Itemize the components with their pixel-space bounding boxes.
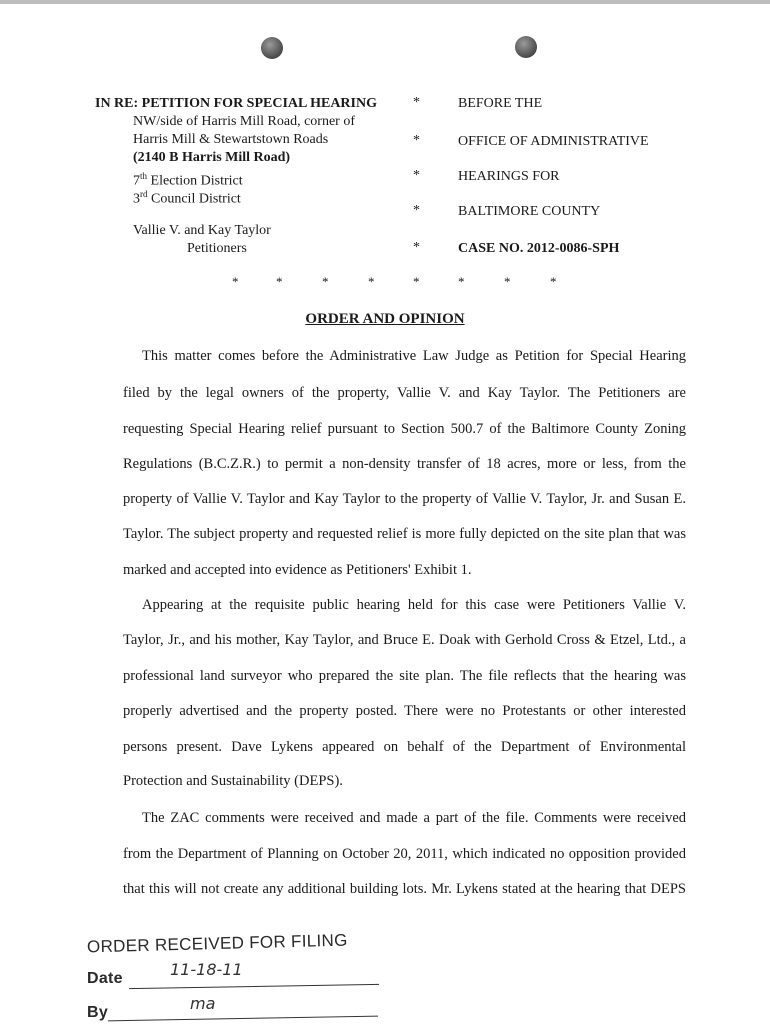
punch-hole-right (515, 36, 537, 58)
stamp-by-handwritten: ma (190, 994, 216, 1013)
stamp-date-line (129, 984, 379, 989)
separator-star: * (550, 274, 557, 289)
body-line: Regulations (B.C.Z.R.) to permit a non-density transfer of 18 acres, more or less, from the (123, 456, 686, 472)
caption-star: * (413, 133, 420, 148)
caption-location: NW/side of Harris Mill Road, corner of (133, 114, 355, 129)
body-line: that this will not create any additional building lots. Mr. Lykens stated at the hearing that DEPS (123, 881, 686, 897)
separator-star: * (368, 274, 375, 289)
body-line: The ZAC comments were received and made a part of the file. Comments were received (142, 810, 686, 826)
stamp-date-handwritten: 11-18-11 (170, 960, 243, 979)
stamp-by-label: By (87, 1004, 109, 1021)
caption-election-district: 7th Election District (133, 171, 243, 189)
body-line: Taylor, Jr., and his mother, Kay Taylor, and Bruce E. Doak with Gerhold Cross & Etzel, Ltd., a (123, 632, 686, 648)
caption-petitioner-names: Vallie V. and Kay Taylor (133, 223, 271, 238)
separator-star: * (232, 274, 239, 289)
body-line: This matter comes before the Administrative Law Judge as Petition for Special Hearing (142, 348, 686, 364)
case-number: CASE NO. 2012-0086-SPH (458, 241, 620, 256)
caption-star: * (413, 203, 420, 218)
caption-hearings-for: HEARINGS FOR (458, 169, 560, 184)
caption-star: * (413, 168, 420, 183)
caption-roads: Harris Mill & Stewartstown Roads (133, 132, 329, 147)
caption-title: IN RE: PETITION FOR SPECIAL HEARING (95, 96, 377, 111)
body-line: persons present. Dave Lykens appeared on behalf of the Department of Environmental (123, 739, 686, 755)
caption-star: * (413, 240, 420, 255)
stamp-by-line (108, 1016, 378, 1022)
caption-petitioner-label: Petitioners (187, 241, 247, 256)
separator-star: * (504, 274, 511, 289)
body-line: requesting Special Hearing relief pursuant to Section 500.7 of the Baltimore County Zoning (123, 421, 686, 437)
caption-address: (2140 B Harris Mill Road) (133, 150, 291, 165)
punch-hole-left (261, 37, 283, 59)
separator-star: * (322, 274, 329, 289)
caption-county: BALTIMORE COUNTY (458, 204, 601, 219)
caption-council-district: 3rd Council District (133, 189, 241, 207)
order-heading: ORDER AND OPINION (305, 311, 465, 327)
body-line: from the Department of Planning on October 20, 2011, which indicated no opposition provided (123, 846, 686, 862)
body-line: filed by the legal owners of the property, Vallie V. and Kay Taylor. The Petitioners are (123, 385, 686, 401)
body-line: properly advertised and the property posted. There were no Protestants or other interested (123, 703, 686, 719)
filing-stamp-title: ORDER RECEIVED FOR FILING (86, 930, 348, 957)
body-line: Taylor. The subject property and requested relief is more fully depicted on the site plan that was (123, 526, 686, 542)
caption-office: OFFICE OF ADMINISTRATIVE (458, 134, 649, 149)
body-line: property of Vallie V. Taylor and Kay Taylor to the property of Vallie V. Taylor, Jr. and Susan E. (123, 491, 686, 507)
separator-star: * (413, 274, 420, 289)
separator-star: * (458, 274, 465, 289)
body-line: professional land surveyor who prepared the site plan. The file reflects that the hearing was (123, 668, 686, 684)
body-line: Appearing at the requisite public hearing held for this case were Petitioners Vallie V. (142, 597, 686, 613)
separator-star: * (276, 274, 283, 289)
body-line: marked and accepted into evidence as Petitioners' Exhibit 1. (123, 562, 472, 578)
body-line: Protection and Sustainability (DEPS). (123, 773, 343, 789)
caption-star: * (413, 95, 420, 110)
stamp-date-label: Date (87, 970, 123, 987)
scan-edge (0, 0, 770, 4)
caption-before-the: BEFORE THE (458, 96, 543, 111)
